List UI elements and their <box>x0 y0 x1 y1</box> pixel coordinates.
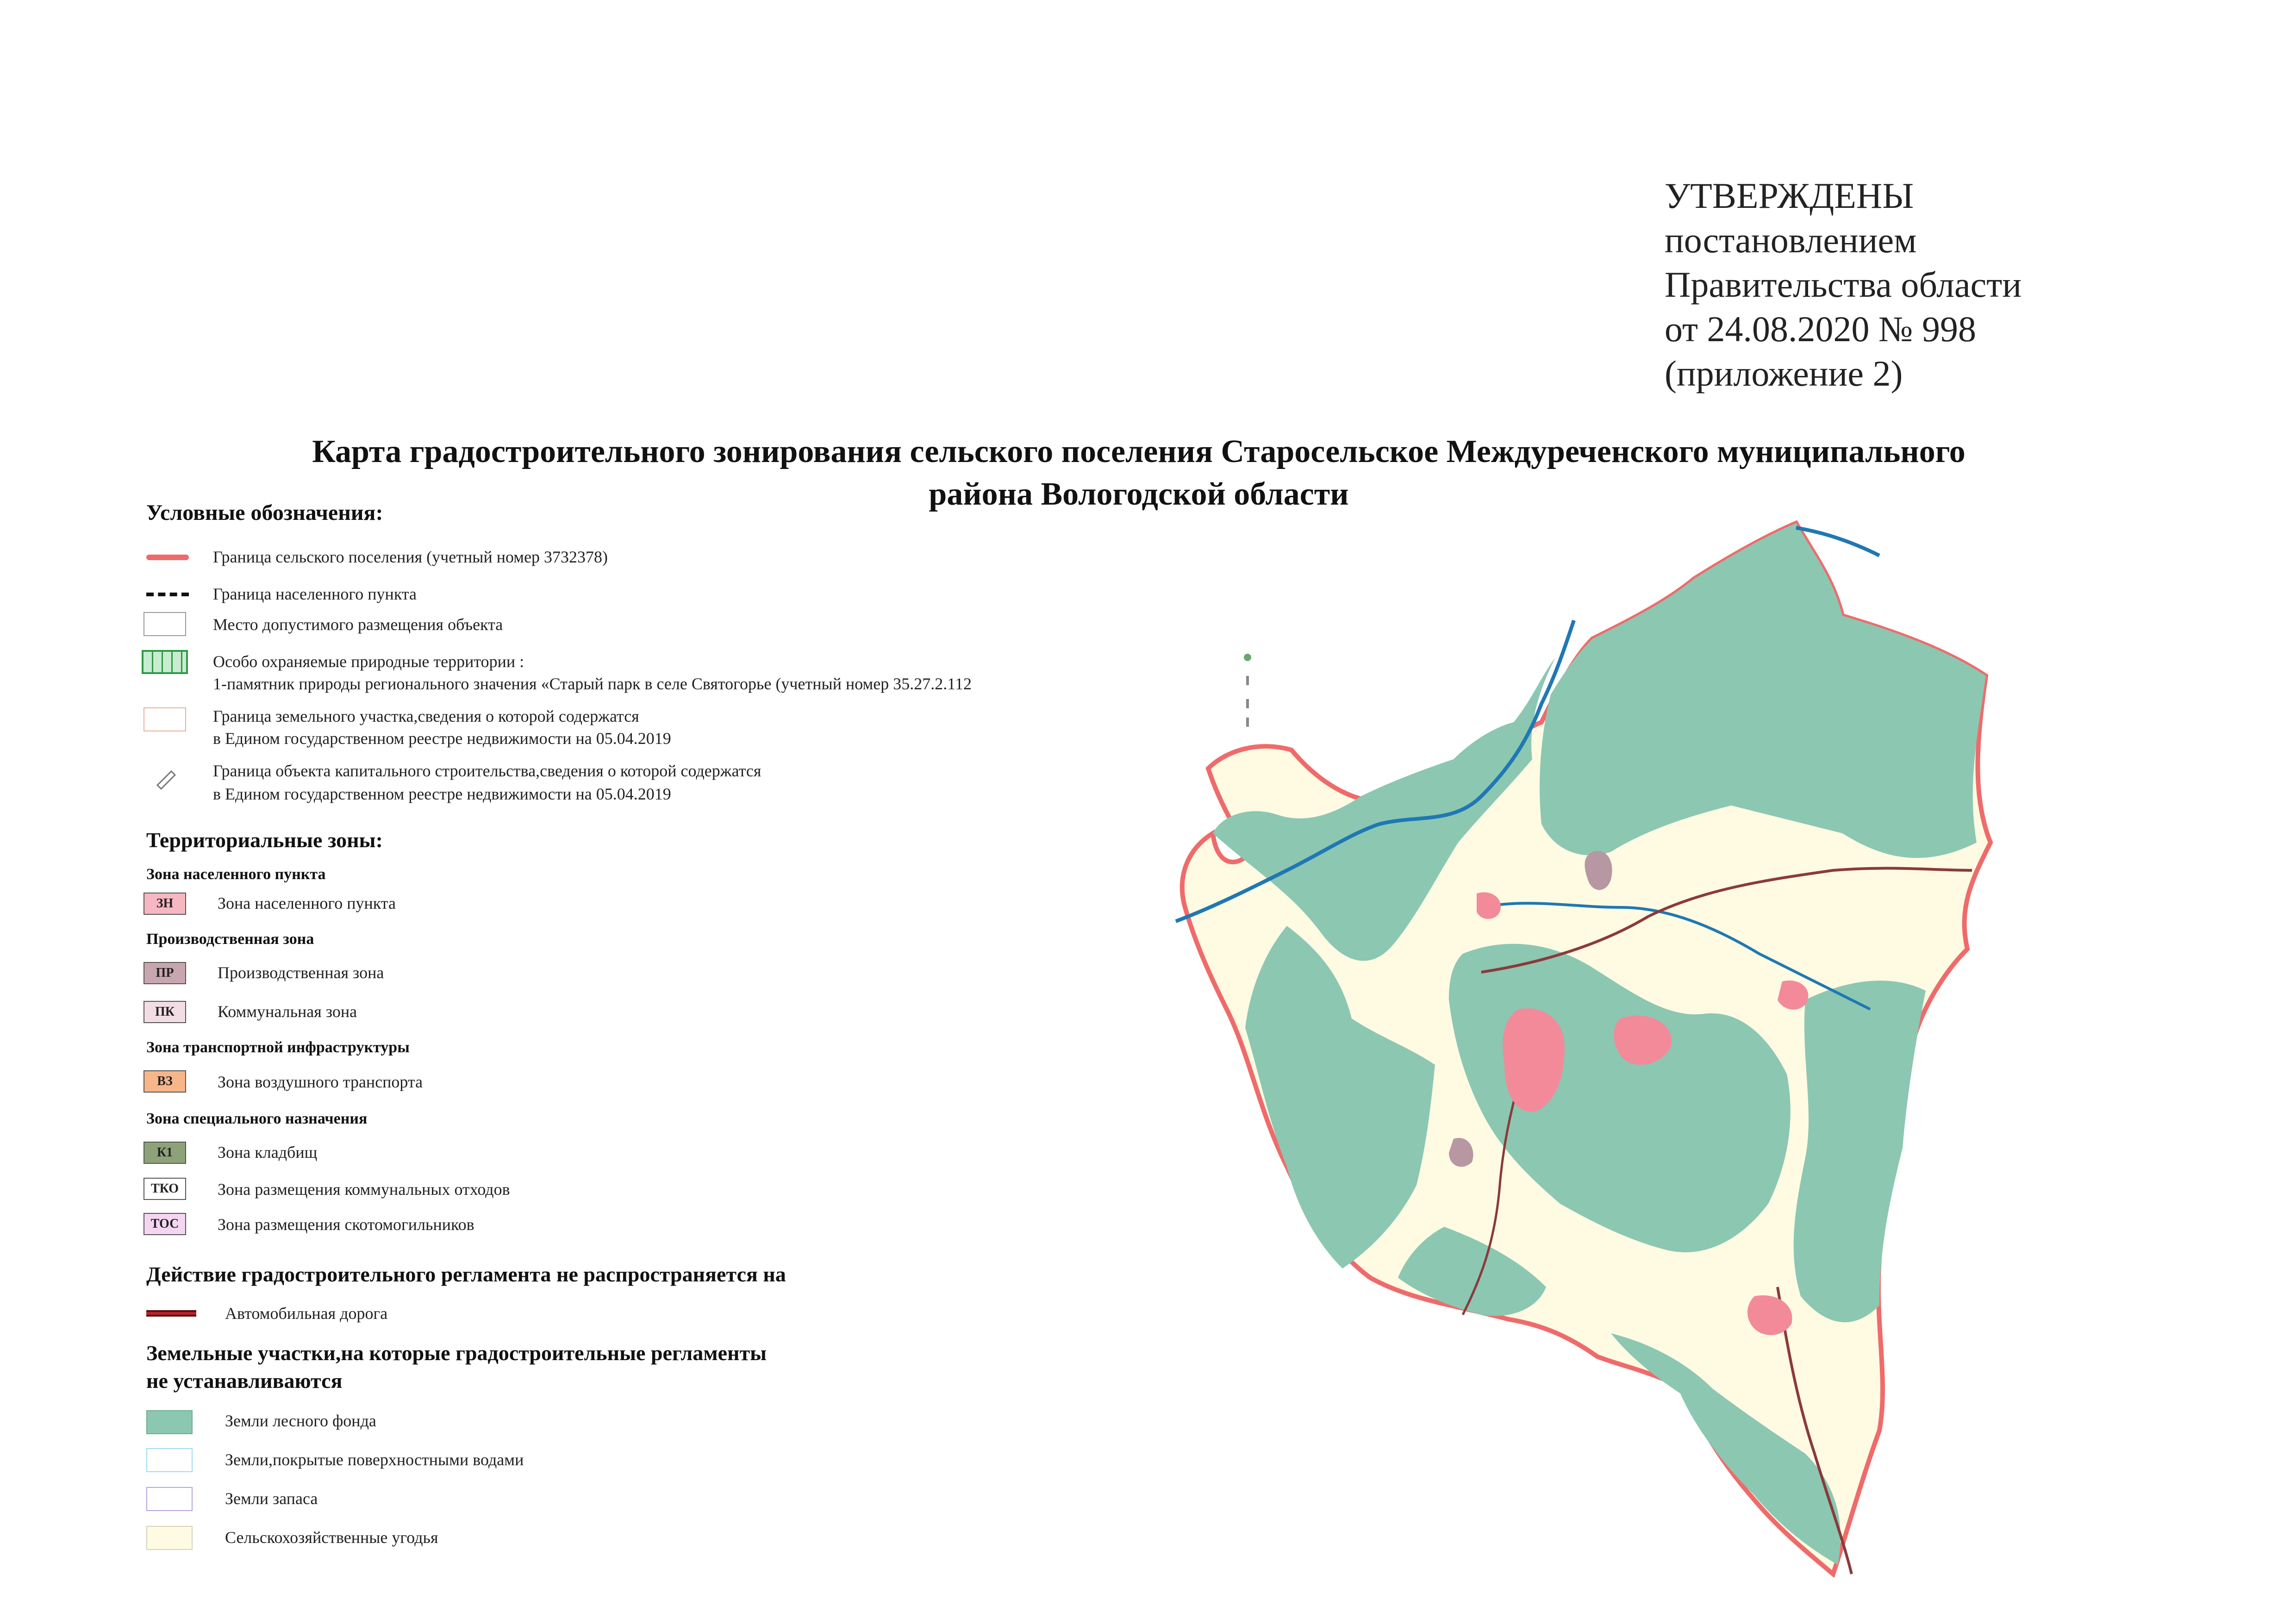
zone-label-k1: Зона кладбищ <box>218 1143 318 1162</box>
zone-code-zn: ЗН <box>144 893 186 915</box>
boundary-settlement-icon <box>146 555 189 560</box>
zone-group-title: Производственная зона <box>146 931 314 948</box>
legend-item-2: Граница населенного пункта <box>213 585 417 603</box>
allowed-placement-icon <box>144 612 186 636</box>
zone-label-pk: Коммунальная зона <box>218 1002 357 1021</box>
road-label: Автомобильная дорога <box>225 1304 388 1323</box>
zone-code-tko: ТКО <box>144 1178 186 1200</box>
lands-heading-1: Земельные участки,на которые градостроительные регламенты <box>146 1341 767 1365</box>
zone-code-tos: ТОС <box>144 1213 186 1235</box>
zones-heading: Территориальные зоны: <box>146 828 383 852</box>
forest-land-label: Земли лесного фонда <box>225 1412 376 1430</box>
approval-line-5: (приложение 2) <box>1665 353 1903 394</box>
zone-group-title: Зона населенного пункта <box>146 866 326 883</box>
legend-item-5b: в Едином государственном реестре недвижимости на 05.04.2019 <box>213 729 671 748</box>
forest-north <box>1540 523 1986 858</box>
reserve-land-icon <box>146 1487 193 1511</box>
approval-line-1: УТВЕРЖДЕНЫ <box>1665 175 1914 216</box>
agri-land-label: Сельскохозяйственные угодья <box>225 1528 438 1547</box>
zone-group-title: Зона транспортной инфраструктуры <box>146 1039 410 1056</box>
zone-label-zn: Зона населенного пункта <box>218 894 396 912</box>
boundary-locality-icon <box>146 593 189 596</box>
reserve-land-label: Земли запаса <box>225 1489 318 1508</box>
forest-land-icon <box>146 1410 193 1434</box>
regulation-heading: Действие градостроительного регламента не распространяется на <box>146 1262 786 1286</box>
zone-code-k1: К1 <box>144 1142 186 1164</box>
approval-line-3: Правительства области <box>1665 264 2022 305</box>
approval-line-2: постановлением <box>1665 220 1917 260</box>
zone-code-pk: ПК <box>144 1001 186 1023</box>
water-land-icon <box>146 1448 193 1472</box>
zone-label-vz: Зона воздушного транспорта <box>218 1073 423 1091</box>
map-title-line-1: Карта градостроительного зонирования сельского поселения Старосельское Междуреченского муниципального <box>312 434 1965 469</box>
zone-group-title: Зона специального назначения <box>146 1110 368 1127</box>
legend-item-4: Особо охраняемые природные территории : <box>213 652 524 671</box>
legend-item-1: Граница сельского поселения (учетный номер 3732378) <box>213 548 608 566</box>
lands-heading-2: не устанавливаются <box>146 1369 343 1393</box>
north-arrow-icon <box>1241 648 1254 741</box>
legend-item-6b: в Едином государственном реестре недвижимости на 05.04.2019 <box>213 785 671 803</box>
water-land-label: Земли,покрытые поверхностными водами <box>225 1450 524 1469</box>
zone-label-tko: Зона размещения коммунальных отходов <box>218 1180 510 1199</box>
road-icon <box>146 1310 196 1317</box>
zone-code-vz: ВЗ <box>144 1070 186 1093</box>
protected-area-icon <box>142 650 188 674</box>
zone-label-tos: Зона размещения скотомогильников <box>218 1215 474 1234</box>
legend-item-4b: 1-памятник природы регионального значения «Старый парк в селе Святогорье (учетный номер 35.27.2.112 <box>213 675 972 693</box>
legend-item-5: Граница земельного участка,сведения о которой содержатся <box>213 707 639 725</box>
approval-line-4: от 24.08.2020 № 998 <box>1665 309 1976 349</box>
zone-label-pr: Производственная зона <box>218 963 384 982</box>
land-plot-boundary-icon <box>144 707 186 731</box>
legend-item-3: Место допустимого размещения объекта <box>213 615 503 634</box>
map-title-line-2: района Вологодской области <box>929 476 1349 512</box>
agri-land-icon <box>146 1526 193 1550</box>
legend-heading: Условные обозначения: <box>146 500 383 525</box>
legend-item-6: Граница объекта капитального строительства,сведения о которой содержатся <box>213 762 761 780</box>
zone-code-pr: ПР <box>144 962 186 984</box>
forest-east <box>1794 981 1926 1322</box>
building-boundary-icon <box>153 767 181 790</box>
